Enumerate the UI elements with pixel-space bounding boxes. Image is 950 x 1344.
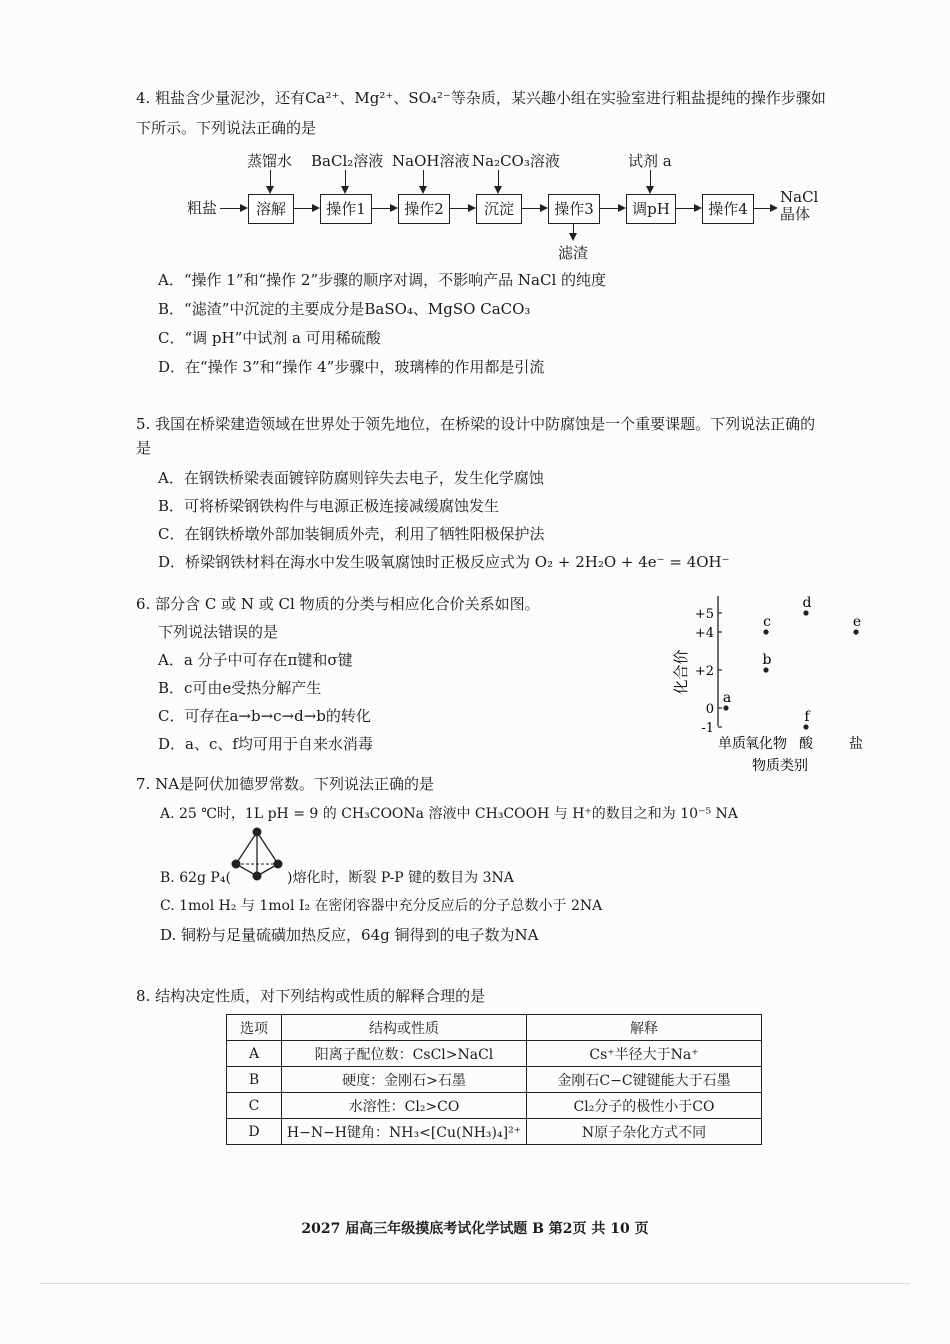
reagent-arrow: [345, 170, 346, 192]
page-footer: 2027 届高三年级摸底考试化学试题 B 第2页 共 10 页: [301, 1221, 649, 1237]
table-cell: H−N−H键角：NH₃<[Cu(NH₃)₄]²⁺: [282, 1119, 527, 1145]
table-cell: D: [227, 1119, 282, 1145]
chart-category-label: 酸: [799, 736, 813, 752]
chart-y-tick-label: +2: [694, 664, 714, 679]
chart-category-label: 单质: [718, 736, 746, 752]
chart-category-label: 盐: [849, 736, 863, 752]
q7-option-d: D. 铜粉与足量硫磺加热反应，64g 铜得到的电子数为NA: [160, 926, 539, 944]
table-cell: C: [227, 1093, 282, 1119]
table-row: [227, 1119, 762, 1145]
reagent-na2co3: Na₂CO₃溶液: [472, 152, 560, 170]
flow-start: 粗盐: [187, 199, 218, 217]
flow-arrow: [450, 208, 474, 209]
q5-stem-line2: 是: [136, 439, 152, 457]
table-row: [227, 1041, 762, 1067]
q6-option-a: A．a 分子中可存在π键和σ键: [158, 651, 353, 669]
valence-chart: [668, 588, 868, 780]
flow-box-op4: 操作4: [702, 194, 754, 224]
chart-point-a: [723, 705, 728, 710]
p4-tetrahedron-icon: [228, 826, 286, 884]
reagent-naoh: NaOH溶液: [392, 152, 470, 170]
reagent-arrow: [498, 170, 499, 192]
residue-arrow: [573, 223, 574, 239]
q4-option-d: D．在“操作 3”和“操作 4”步骤中，玻璃棒的作用都是引流: [158, 358, 545, 376]
reagent-bacl2: BaCl₂溶液: [311, 152, 384, 170]
table-header-explanation: 解释: [527, 1015, 762, 1041]
flow-residue: 滤渣: [558, 244, 589, 262]
q4-stem-line2: 下所示。下列说法正确的是: [136, 119, 317, 137]
q8-stem: 8. 结构决定性质，对下列结构或性质的解释合理的是: [136, 987, 486, 1005]
flow-box-dissolve: 溶解: [248, 194, 294, 224]
q5-option-d: D．桥梁钢铁材料在海水中发生吸氧腐蚀时正极反应式为 O₂ + 2H₂O + 4e⁻ = 4OH⁻: [158, 553, 730, 571]
flow-end-line2: 晶体: [780, 205, 811, 223]
reagent-arrow: [270, 170, 271, 192]
flow-box-op3: 操作3: [548, 194, 600, 224]
table-cell: N原子杂化方式不同: [527, 1119, 762, 1145]
chart-point-label-c: c: [763, 614, 771, 630]
flow-arrow: [754, 208, 776, 209]
table-header-row: [227, 1015, 762, 1041]
flow-arrow: [522, 208, 546, 209]
chart-point-label-a: a: [722, 690, 732, 706]
flow-box-precipitate: 沉淀: [476, 194, 522, 224]
q5-option-a: A．在钢铁桥梁表面镀锌防腐则锌失去电子，发生化学腐蚀: [158, 469, 544, 487]
table-cell: 硬度：金刚石>石墨: [282, 1067, 527, 1093]
q6-option-c: C．可存在a→b→c→d→b的转化: [158, 707, 371, 725]
q7-option-b-post: )熔化时，断裂 P-P 键的数目为 3NA: [287, 870, 514, 886]
table-cell: 水溶性：Cl₂>CO: [282, 1093, 527, 1119]
table-cell: 阳离子配位数：CsCl>NaCl: [282, 1041, 527, 1067]
chart-category-label: 氧化物: [745, 736, 787, 752]
flow-end-line1: NaCl: [780, 188, 819, 206]
chart-point-label-f: f: [804, 709, 810, 725]
chart-y-tick-label: +4: [694, 626, 714, 641]
q5-option-b: B．可将桥梁钢铁构件与电源正极连接减缓腐蚀发生: [158, 497, 500, 515]
table-cell: Cs⁺半径大于Na⁺: [527, 1041, 762, 1067]
q8-table: [226, 1014, 762, 1145]
flow-arrow: [220, 208, 246, 209]
q5-stem-line1: 5. 我国在桥梁建造领域在世界处于领先地位，在桥梁的设计中防腐蚀是一个重要课题。下列说法正确的: [136, 415, 816, 433]
table-header-option: 选项: [227, 1015, 282, 1041]
q5-option-c: C．在钢铁桥墩外部加装铜质外壳，利用了牺牲阳极保护法: [158, 525, 545, 543]
chart-point-e: [853, 629, 858, 634]
q6-option-d: D．a、c、f均可用于自来水消毒: [158, 735, 373, 753]
table-cell: A: [227, 1041, 282, 1067]
q6-stem-line2: 下列说法错误的是: [158, 623, 279, 641]
table-row: [227, 1067, 762, 1093]
q4-stem-line1: 4. 粗盐含少量泥沙，还有Ca²⁺、Mg²⁺、SO₄²⁻等杂质，某兴趣小组在实验室进行粗盐提纯的操作步骤如: [136, 89, 826, 107]
reagent-arrow: [423, 170, 424, 192]
reagent-a: 试剂 a: [628, 152, 672, 170]
flow-box-adjust-ph: 调pH: [626, 194, 676, 224]
flow-box-op2: 操作2: [398, 194, 450, 224]
page-bottom-divider: [40, 1283, 910, 1284]
chart-point-c: [763, 629, 768, 634]
q6-stem-line1: 6. 部分含 C 或 N 或 Cl 物质的分类与相应化合价关系如图。: [136, 595, 540, 613]
chart-point-label-b: b: [762, 652, 772, 668]
q7-option-c: C. 1mol H₂ 与 1mol I₂ 在密闭容器中充分反应后的分子总数小于 2NA: [160, 898, 603, 914]
q4-option-a: A．“操作 1”和“操作 2”步骤的顺序对调，不影响产品 NaCl 的纯度: [158, 271, 607, 289]
chart-y-tick-label: -1: [701, 721, 714, 736]
chart-ylabel: 化合价: [672, 649, 690, 695]
chart-point-f: [803, 724, 808, 729]
q6-option-b: B．c可由e受热分解产生: [158, 679, 322, 697]
reagent-arrow: [650, 170, 651, 192]
q7-option-a: A. 25 ℃时，1L pH = 9 的 CH₃COONa 溶液中 CH₃COOH 与 H⁺的数目之和为 10⁻⁵ NA: [160, 806, 738, 822]
table-cell: 金刚石C−C键键能大于石墨: [527, 1067, 762, 1093]
chart-point-d: [803, 610, 808, 615]
q4-option-b: B．“滤渣”中沉淀的主要成分是BaSO₄、MgSO CaCO₃: [158, 300, 531, 318]
chart-y-tick-label: +5: [694, 607, 714, 622]
reagent-water: 蒸馏水: [247, 152, 293, 170]
chart-point-b: [763, 667, 768, 672]
flow-arrow: [294, 208, 318, 209]
chart-y-tick-label: 0: [705, 702, 714, 717]
q7-option-b-pre: B. 62g P₄(: [160, 870, 231, 886]
table-cell: B: [227, 1067, 282, 1093]
table-header-property: 结构或性质: [282, 1015, 527, 1041]
flow-arrow: [676, 208, 700, 209]
chart-point-label-e: e: [852, 614, 862, 630]
q4-option-c: C．“调 pH”中试剂 a 可用稀硫酸: [158, 329, 381, 347]
flow-arrow: [372, 208, 396, 209]
flow-box-op1: 操作1: [320, 194, 372, 224]
chart-point-label-d: d: [802, 595, 812, 611]
flow-arrow: [600, 208, 624, 209]
chart-xlabel: 物质类别: [752, 758, 808, 774]
q7-stem: 7. NA是阿伏加德罗常数。下列说法正确的是: [136, 775, 435, 793]
table-cell: Cl₂分子的极性小于CO: [527, 1093, 762, 1119]
table-row: [227, 1093, 762, 1119]
